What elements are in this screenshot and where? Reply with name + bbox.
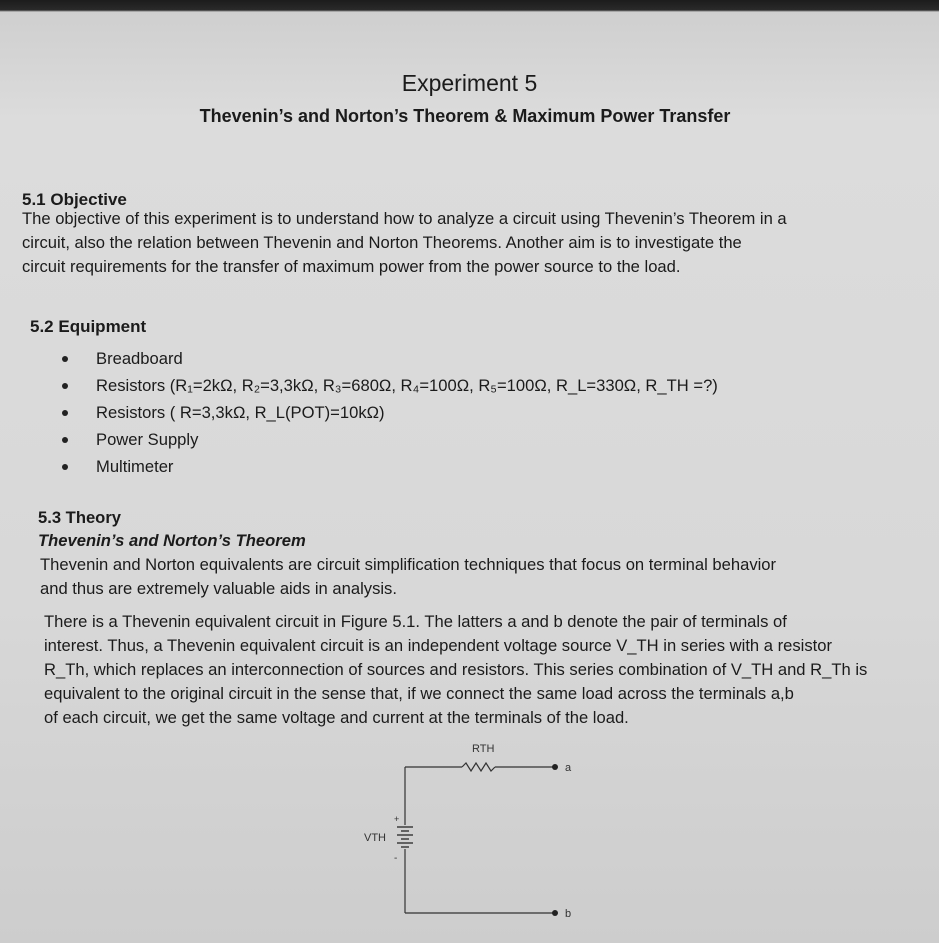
theory-p1-line-1: Thevenin and Norton equivalents are circuit simplification techniques that focus on terminal behavior <box>40 555 777 574</box>
list-item <box>50 372 718 399</box>
list-item <box>50 453 718 480</box>
list-item <box>50 345 718 372</box>
theory-paragraph-2 <box>44 610 904 730</box>
terminal-a-label: a <box>565 762 572 774</box>
theory-p2-line-5: of each circuit, we get the same voltage and current at the terminals of the load. <box>44 708 629 727</box>
theory-subheading: Thevenin’s and Norton’s Theorem <box>38 531 306 550</box>
battery-vth-icon <box>397 827 413 847</box>
equipment-list <box>50 345 718 480</box>
theory-heading: 5.3 Theory <box>38 508 122 527</box>
bullet-icon <box>62 464 68 470</box>
equipment-item-label: Resistors ( R=3,3kΩ, R_L(POT)=10kΩ) <box>96 403 385 422</box>
equipment-heading: 5.2 Equipment <box>30 317 147 336</box>
theory-p2-line-4: equivalent to the original circuit in the sense that, if we connect the same load across the terminals a,b <box>44 684 794 703</box>
objective-line-1: The objective of this experiment is to understand how to analyze a circuit using Thevenin’s Theorem in a <box>22 209 787 228</box>
theory-p2-line-2: interest. Thus, a Thevenin equivalent circuit is an independent voltage source V_TH in series with a resistor <box>44 636 833 655</box>
rth-label: RTH <box>472 743 495 755</box>
objective-heading: 5.1 Objective <box>22 190 127 209</box>
terminal-b-dot <box>552 910 558 916</box>
theory-p2-line-3: R_Th, which replaces an interconnection of sources and resistors. This series combination of V_TH and R_Th is <box>44 660 868 679</box>
terminal-a-dot <box>552 764 558 770</box>
vth-label: VTH <box>364 832 386 844</box>
minus-label: - <box>394 853 398 864</box>
theory-p1-line-2: and thus are extremely valuable aids in analysis. <box>40 579 397 598</box>
equipment-item-label: Power Supply <box>96 430 199 449</box>
objective-line-3: circuit requirements for the transfer of maximum power from the power source to the load. <box>22 257 681 276</box>
list-item <box>50 399 718 426</box>
equipment-item-label: Multimeter <box>96 457 174 476</box>
equipment-item-label: Breadboard <box>96 349 183 368</box>
bullet-icon <box>62 356 68 362</box>
list-item <box>50 426 718 453</box>
equipment-item-label: Resistors (R₁=2kΩ, R₂=3,3kΩ, R₃=680Ω, R₄=100Ω, R₅=100Ω, R_L=330Ω, R_TH =?) <box>96 376 718 395</box>
objective-line-2: circuit, also the relation between Thevenin and Norton Theorems. Another aim is to investigate the <box>22 233 742 252</box>
bullet-icon <box>62 437 68 443</box>
bullet-icon <box>62 383 68 389</box>
objective-paragraph <box>22 207 917 279</box>
terminal-b-label: b <box>565 908 572 920</box>
theory-p2-line-1: There is a Thevenin equivalent circuit in Figure 5.1. The latters a and b denote the pair of terminals of <box>44 612 787 631</box>
thevenin-circuit-diagram <box>350 735 600 935</box>
page-title: Experiment 5 <box>401 70 538 96</box>
bullet-icon <box>62 410 68 416</box>
theory-paragraph-1 <box>40 553 906 601</box>
page-subtitle: Thevenin’s and Norton’s Theorem & Maximum Power Transfer <box>199 106 731 126</box>
plus-label: + <box>394 814 400 824</box>
resistor-rth-icon <box>462 763 495 771</box>
